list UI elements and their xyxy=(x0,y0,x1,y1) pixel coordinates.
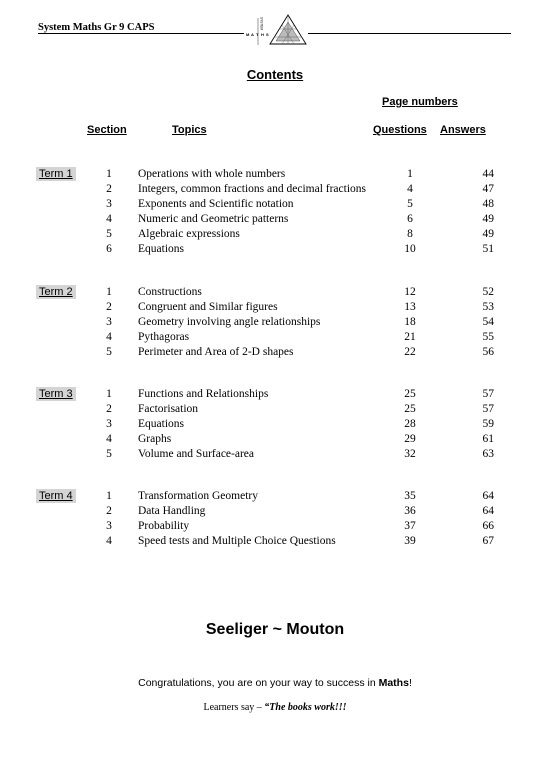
topic-title: Pythagoras xyxy=(138,331,190,343)
section-number: 2 xyxy=(106,301,112,313)
question-page: 28 xyxy=(404,418,416,430)
congrats-suffix: ! xyxy=(408,677,412,689)
logo-letter: T xyxy=(256,32,259,37)
section-number: 1 xyxy=(106,388,112,400)
topic-title: Congruent and Similar figures xyxy=(138,301,278,313)
question-page: 35 xyxy=(404,490,416,502)
question-page: 13 xyxy=(404,301,416,313)
learners-prefix: Learners say – xyxy=(203,702,265,713)
answer-page: 55 xyxy=(482,331,494,343)
topic-title: Integers, common fractions and decimal fractions xyxy=(138,183,367,195)
contents-row xyxy=(32,182,536,197)
congrats-text: Congratulations, you are on your way to success in xyxy=(138,677,379,689)
contents-row xyxy=(32,212,536,227)
publisher-brand: Seeliger ~ Mouton xyxy=(205,621,345,638)
question-page: 18 xyxy=(404,316,416,328)
contents-heading: Contents xyxy=(246,67,304,82)
question-page: 29 xyxy=(404,433,416,445)
question-page: 5 xyxy=(407,198,413,210)
contents-row xyxy=(32,417,536,432)
term-section xyxy=(32,167,536,257)
topic-title: Geometry involving angle relationships xyxy=(138,316,321,328)
question-page: 8 xyxy=(407,228,413,240)
contents-row xyxy=(32,534,536,549)
question-page: 1 xyxy=(407,168,413,180)
topic-title: Perimeter and Area of 2-D shapes xyxy=(138,346,294,358)
topic-title: Algebraic expressions xyxy=(138,228,240,240)
topic-title: Equations xyxy=(138,243,184,255)
topic-title: Data Handling xyxy=(138,505,206,517)
contents-row xyxy=(32,345,536,360)
system-maths-logo xyxy=(244,12,308,46)
logo-letter: S xyxy=(266,32,269,37)
topic-title: Numeric and Geometric patterns xyxy=(138,213,289,225)
contents-row xyxy=(32,227,536,242)
header-title: System Maths Gr 9 CAPS xyxy=(38,22,155,33)
question-page: 37 xyxy=(404,520,416,532)
question-page: 12 xyxy=(404,286,416,298)
answer-page: 57 xyxy=(482,388,494,400)
logo-letter: H xyxy=(261,32,264,37)
term-label: Term 3 xyxy=(36,387,76,401)
section-number: 5 xyxy=(106,228,112,240)
answer-page: 54 xyxy=(482,316,494,328)
answer-page: 49 xyxy=(482,228,494,240)
congratulations-line xyxy=(0,677,550,689)
contents-row xyxy=(32,330,536,345)
answer-page: 52 xyxy=(482,286,494,298)
section-number: 2 xyxy=(106,403,112,415)
term-section xyxy=(32,285,536,375)
answer-page: 53 xyxy=(482,301,494,313)
question-page: 36 xyxy=(404,505,416,517)
answer-page: 48 xyxy=(482,198,494,210)
contents-row xyxy=(32,300,536,315)
answer-page: 64 xyxy=(482,505,494,517)
contents-row xyxy=(32,402,536,417)
questions-column-heading: Questions xyxy=(373,124,427,136)
answer-page: 63 xyxy=(482,448,494,460)
topic-title: Graphs xyxy=(138,433,172,445)
section-number: 4 xyxy=(106,213,112,225)
topic-title: Volume and Surface-area xyxy=(138,448,255,460)
contents-row xyxy=(32,519,536,534)
question-page: 6 xyxy=(407,213,413,225)
section-number: 1 xyxy=(106,168,112,180)
answer-page: 47 xyxy=(482,183,494,195)
answer-page: 66 xyxy=(482,520,494,532)
section-number: 4 xyxy=(106,535,112,547)
term-section xyxy=(32,489,536,579)
term-label: Term 1 xyxy=(36,167,76,181)
topic-title: Operations with whole numbers xyxy=(138,168,286,180)
learners-quote: “The books work!!! xyxy=(264,702,347,713)
term-label: Term 2 xyxy=(36,285,76,299)
answer-page: 44 xyxy=(482,168,494,180)
topic-title: Factorisation xyxy=(138,403,199,415)
question-page: 10 xyxy=(404,243,416,255)
topic-title: Functions and Relationships xyxy=(138,388,269,400)
contents-row xyxy=(32,387,536,402)
logo-triangle-icon xyxy=(270,15,306,44)
section-number: 1 xyxy=(106,490,112,502)
section-number: 4 xyxy=(106,331,112,343)
question-page: 25 xyxy=(404,403,416,415)
logo-maths-letters xyxy=(246,32,269,37)
contents-row xyxy=(32,197,536,212)
congrats-subject: Maths xyxy=(378,677,409,689)
question-page: 21 xyxy=(404,331,416,343)
contents-row xyxy=(32,315,536,330)
topics-column-heading: Topics xyxy=(172,124,207,136)
topic-title: Constructions xyxy=(138,286,202,298)
contents-row xyxy=(32,242,536,257)
section-number: 4 xyxy=(106,433,112,445)
contents-row xyxy=(32,489,536,504)
answer-page: 56 xyxy=(482,346,494,358)
answer-page: 51 xyxy=(482,243,494,255)
section-number: 3 xyxy=(106,198,112,210)
answers-column-heading: Answers xyxy=(440,124,486,136)
header-rule-right xyxy=(308,33,511,34)
topic-title: Equations xyxy=(138,418,184,430)
section-column-heading: Section xyxy=(87,124,127,136)
answer-page: 59 xyxy=(482,418,494,430)
header-rule-left xyxy=(38,33,244,34)
section-number: 3 xyxy=(106,316,112,328)
answer-page: 64 xyxy=(482,490,494,502)
contents-row xyxy=(32,504,536,519)
section-number: 3 xyxy=(106,520,112,532)
section-number: 2 xyxy=(106,505,112,517)
page-numbers-heading: Page numbers xyxy=(382,96,458,108)
section-number: 3 xyxy=(106,418,112,430)
topic-title: Transformation Geometry xyxy=(138,490,258,502)
section-number: 6 xyxy=(106,243,112,255)
answer-page: 49 xyxy=(482,213,494,225)
question-page: 25 xyxy=(404,388,416,400)
section-number: 2 xyxy=(106,183,112,195)
topic-title: Probability xyxy=(138,520,190,532)
term-section xyxy=(32,387,536,477)
logo-letter: A xyxy=(251,32,254,37)
section-number: 1 xyxy=(106,286,112,298)
question-page: 22 xyxy=(404,346,416,358)
question-page: 32 xyxy=(404,448,416,460)
contents-row xyxy=(32,432,536,447)
term-label: Term 4 xyxy=(36,489,76,503)
learners-quote-line xyxy=(0,702,550,713)
topic-title: Exponents and Scientific notation xyxy=(138,198,294,210)
answer-page: 57 xyxy=(482,403,494,415)
contents-row xyxy=(32,447,536,462)
answer-page: 61 xyxy=(482,433,494,445)
answer-page: 67 xyxy=(482,535,494,547)
logo-letter: M xyxy=(246,32,250,37)
logo-vertical-text: SYSTEM xyxy=(259,17,264,31)
question-page: 4 xyxy=(407,183,413,195)
topic-title: Speed tests and Multiple Choice Questions xyxy=(138,535,336,547)
contents-row xyxy=(32,167,536,182)
question-page: 39 xyxy=(404,535,416,547)
section-number: 5 xyxy=(106,448,112,460)
contents-row xyxy=(32,285,536,300)
section-number: 5 xyxy=(106,346,112,358)
